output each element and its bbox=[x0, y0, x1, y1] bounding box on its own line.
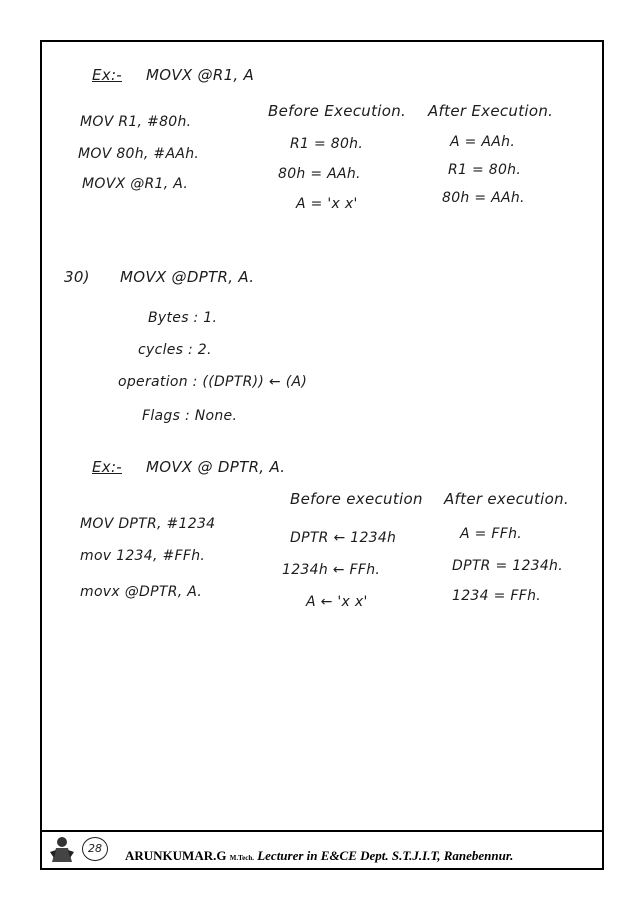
footer-credit bbox=[125, 848, 513, 864]
section-number: 30) bbox=[64, 268, 90, 286]
bytes-line: Bytes : 1. bbox=[148, 310, 218, 326]
example1-after-line: A = AAh. bbox=[450, 134, 516, 150]
cycles-line: cycles : 2. bbox=[138, 342, 212, 358]
example1-before-line: R1 = 80h. bbox=[290, 136, 364, 152]
author-degree: M.Tech. bbox=[229, 854, 254, 862]
author-logo-icon bbox=[48, 834, 76, 864]
example2-before-line: A ← 'x x' bbox=[306, 594, 368, 610]
example2-heading: Ex:- bbox=[92, 458, 123, 476]
example2-code-line: movx @DPTR, A. bbox=[80, 584, 203, 600]
example2-after-line: 1234 = FFh. bbox=[452, 588, 541, 604]
example2-before-line: DPTR ← 1234h bbox=[290, 530, 397, 546]
example1-heading: Ex:- bbox=[92, 66, 123, 84]
example1-before-line: A = 'x x' bbox=[296, 196, 358, 212]
author-role: Lecturer in E&CE Dept. S.T.J.I.T, Ranebennur. bbox=[257, 848, 514, 863]
example2-after-line: A = FFh. bbox=[460, 526, 523, 542]
example2-before-line: 1234h ← FFh. bbox=[282, 562, 381, 578]
example2-code-line: mov 1234, #FFh. bbox=[80, 548, 206, 564]
operation-line: operation : ((DPTR)) ← (A) bbox=[118, 374, 308, 390]
example2-instruction: MOVX @ DPTR, A. bbox=[146, 458, 286, 476]
example1-code-line: MOV R1, #80h. bbox=[80, 114, 192, 130]
example1-after-line: R1 = 80h. bbox=[448, 162, 522, 178]
flags-line: Flags : None. bbox=[142, 408, 238, 424]
footer bbox=[40, 828, 604, 870]
example1-after-line: 80h = AAh. bbox=[442, 190, 525, 206]
example2-before-title: Before execution bbox=[290, 490, 423, 508]
example1-instruction: MOVX @R1, A bbox=[146, 66, 255, 84]
page-number: 28 bbox=[82, 837, 108, 861]
example2-after-line: DPTR = 1234h. bbox=[452, 558, 563, 574]
author-name: ARUNKUMAR.G bbox=[125, 848, 227, 863]
example2-code-line: MOV DPTR, #1234 bbox=[80, 516, 216, 532]
example1-before-title: Before Execution. bbox=[268, 102, 407, 120]
section-title: MOVX @DPTR, A. bbox=[120, 268, 255, 286]
example2-after-title: After execution. bbox=[444, 490, 569, 508]
example1-code-line: MOV 80h, #AAh. bbox=[78, 146, 200, 162]
example1-before-line: 80h = AAh. bbox=[278, 166, 361, 182]
example1-code-line: MOVX @R1, A. bbox=[82, 176, 189, 192]
example1-after-title: After Execution. bbox=[428, 102, 554, 120]
